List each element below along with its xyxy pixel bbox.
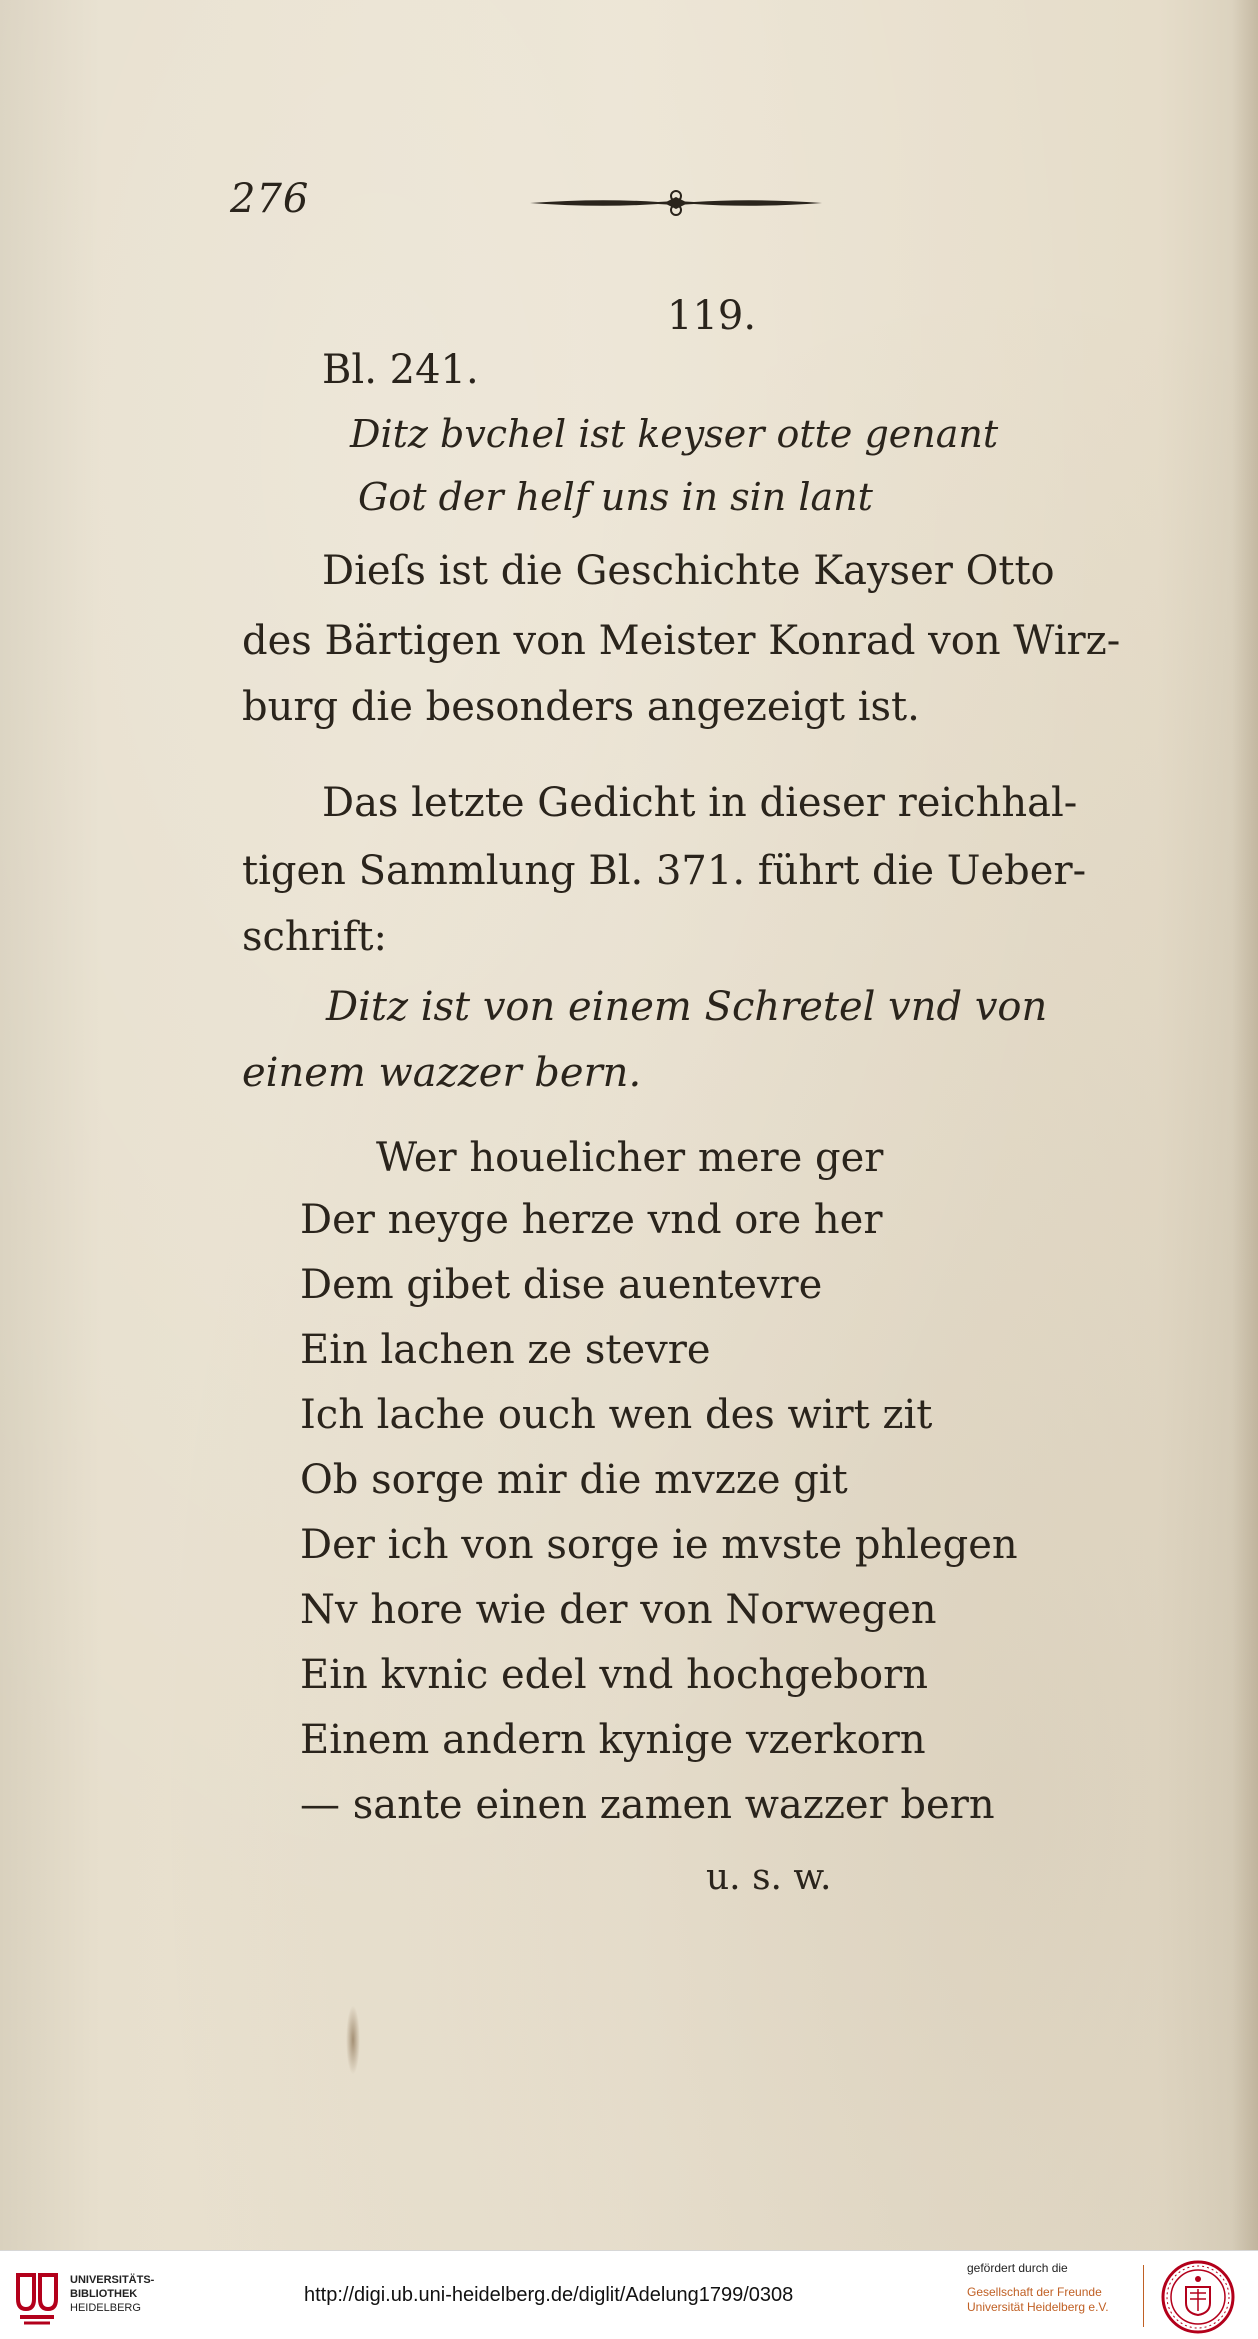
poem-line: Einem andern kynige vzerkorn: [300, 1717, 926, 1763]
sponsor-name-line: Gesellschaft der Freunde: [967, 2285, 1102, 2299]
ink-stain: [346, 2005, 360, 2075]
poem-line: Nv hore wie der von Norwegen: [300, 1587, 937, 1633]
verse-line: Got der helf uns in sin lant: [358, 475, 873, 519]
permalink-url[interactable]: http://digi.ub.uni-heidelberg.de/diglit/Adelung1799/0308: [304, 2284, 794, 2306]
sponsor-name-line: Universität Heidelberg e.V.: [967, 2300, 1109, 2314]
paragraph-line: burg die besonders angezeigt ist.: [242, 684, 920, 730]
paragraph-line: schrift:: [242, 914, 387, 960]
university-seal-icon: [1160, 2259, 1236, 2335]
poem-title-line: einem wazzer bern.: [242, 1050, 642, 1096]
paragraph-line: Dieſs ist die Geschichte Kayser Otto: [322, 548, 1055, 594]
poem-end-note: u. s. w.: [706, 1857, 832, 1898]
poem-line: Dem gibet dise auentevre: [300, 1262, 823, 1308]
sponsor-label: gefördert durch die: [967, 2261, 1068, 2275]
library-name: [70, 2273, 190, 2315]
sponsor-block: [967, 2261, 1137, 2315]
poem-line: Ich lache ouch wen des wirt zit: [300, 1392, 933, 1438]
poem-line: Der ich von sorge ie mvste phlegen: [300, 1522, 1018, 1568]
library-name-line: UNIVERSITÄTS-: [70, 2274, 155, 2286]
poem-line: Wer houelicher mere ger: [376, 1135, 884, 1181]
rule-ornament-icon: [528, 186, 824, 220]
paragraph-line: tigen Sammlung Bl. 371. führt die Ueber-: [242, 848, 1087, 894]
poem-line: Ein lachen ze stevre: [300, 1327, 711, 1373]
digitization-footer: [0, 2250, 1258, 2339]
poem-line: Ob sorge mir die mvzze git: [300, 1457, 848, 1503]
poem-line: Ein kvnic edel vnd hochgeborn: [300, 1652, 928, 1698]
page-number: 276: [230, 176, 310, 222]
library-logo-icon: [14, 2269, 60, 2325]
paragraph-line: des Bärtigen von Meister Konrad von Wirz-: [242, 618, 1121, 664]
poem-line: Der neyge herze vnd ore her: [300, 1197, 883, 1243]
library-name-line: BIBLIOTHEK: [70, 2288, 138, 2300]
poem-title-line: Ditz ist von einem Schretel vnd von: [326, 984, 1048, 1030]
library-name-line: HEIDELBERG: [70, 2302, 141, 2314]
entry-number: 119.: [667, 293, 757, 339]
verse-line: Ditz bvchel ist keyser otte genant: [350, 412, 999, 456]
folio-reference: Bl. 241.: [322, 347, 479, 393]
paragraph-line: Das letzte Gedicht in dieser reichhal-: [322, 780, 1078, 826]
sponsor-divider: [1143, 2265, 1144, 2327]
poem-line: — sante einen zamen wazzer bern: [300, 1782, 995, 1828]
